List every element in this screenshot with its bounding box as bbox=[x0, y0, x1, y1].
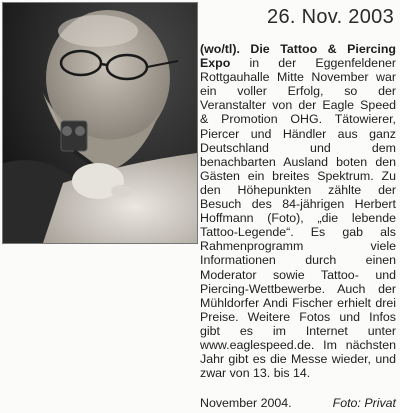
photo-credit: Foto: Privat bbox=[332, 396, 396, 410]
article-closing-text: November 2004. bbox=[200, 396, 292, 410]
article-photo bbox=[2, 2, 198, 244]
article-body bbox=[200, 42, 396, 380]
publication-date: 26. Nov. 2003 bbox=[267, 6, 394, 28]
tattoo-artist-photo-graphic bbox=[3, 3, 197, 243]
article-body-text: in der Eggenfeldener Rottgauhalle Mitte November war ein voller Erfolg, so der Veranstalter von der Eagle Speed & Promotion OHG. Tätowierer, Piercer und Händler aus ganz Deutschland und dem benachbarten Ausland boten den Gästen ein breites Spektrum. Zu den Höhepunkten zählte der Besuch des 84-jährigen Herbert Hoffmann (Foto), „die lebende Tattoo-Legende“. Es gab als Rahmenprogramm viele Informationen durch einen Moderator sowie Tattoo- und Piercing-Wettbewerbe. Auch der Mühldorfer Andi Fischer erhielt drei Preise. Weitere Fotos und Infos gibt es im Internet unter www.eaglespeed.de. Im nächsten Jahr gibt es die Messe wieder, und zwar von 13. bis 14. bbox=[200, 56, 396, 381]
article-lead-headline: (wo/tl). Die Tattoo & Piercing Expo bbox=[200, 42, 396, 71]
article-closing-line bbox=[200, 396, 396, 410]
